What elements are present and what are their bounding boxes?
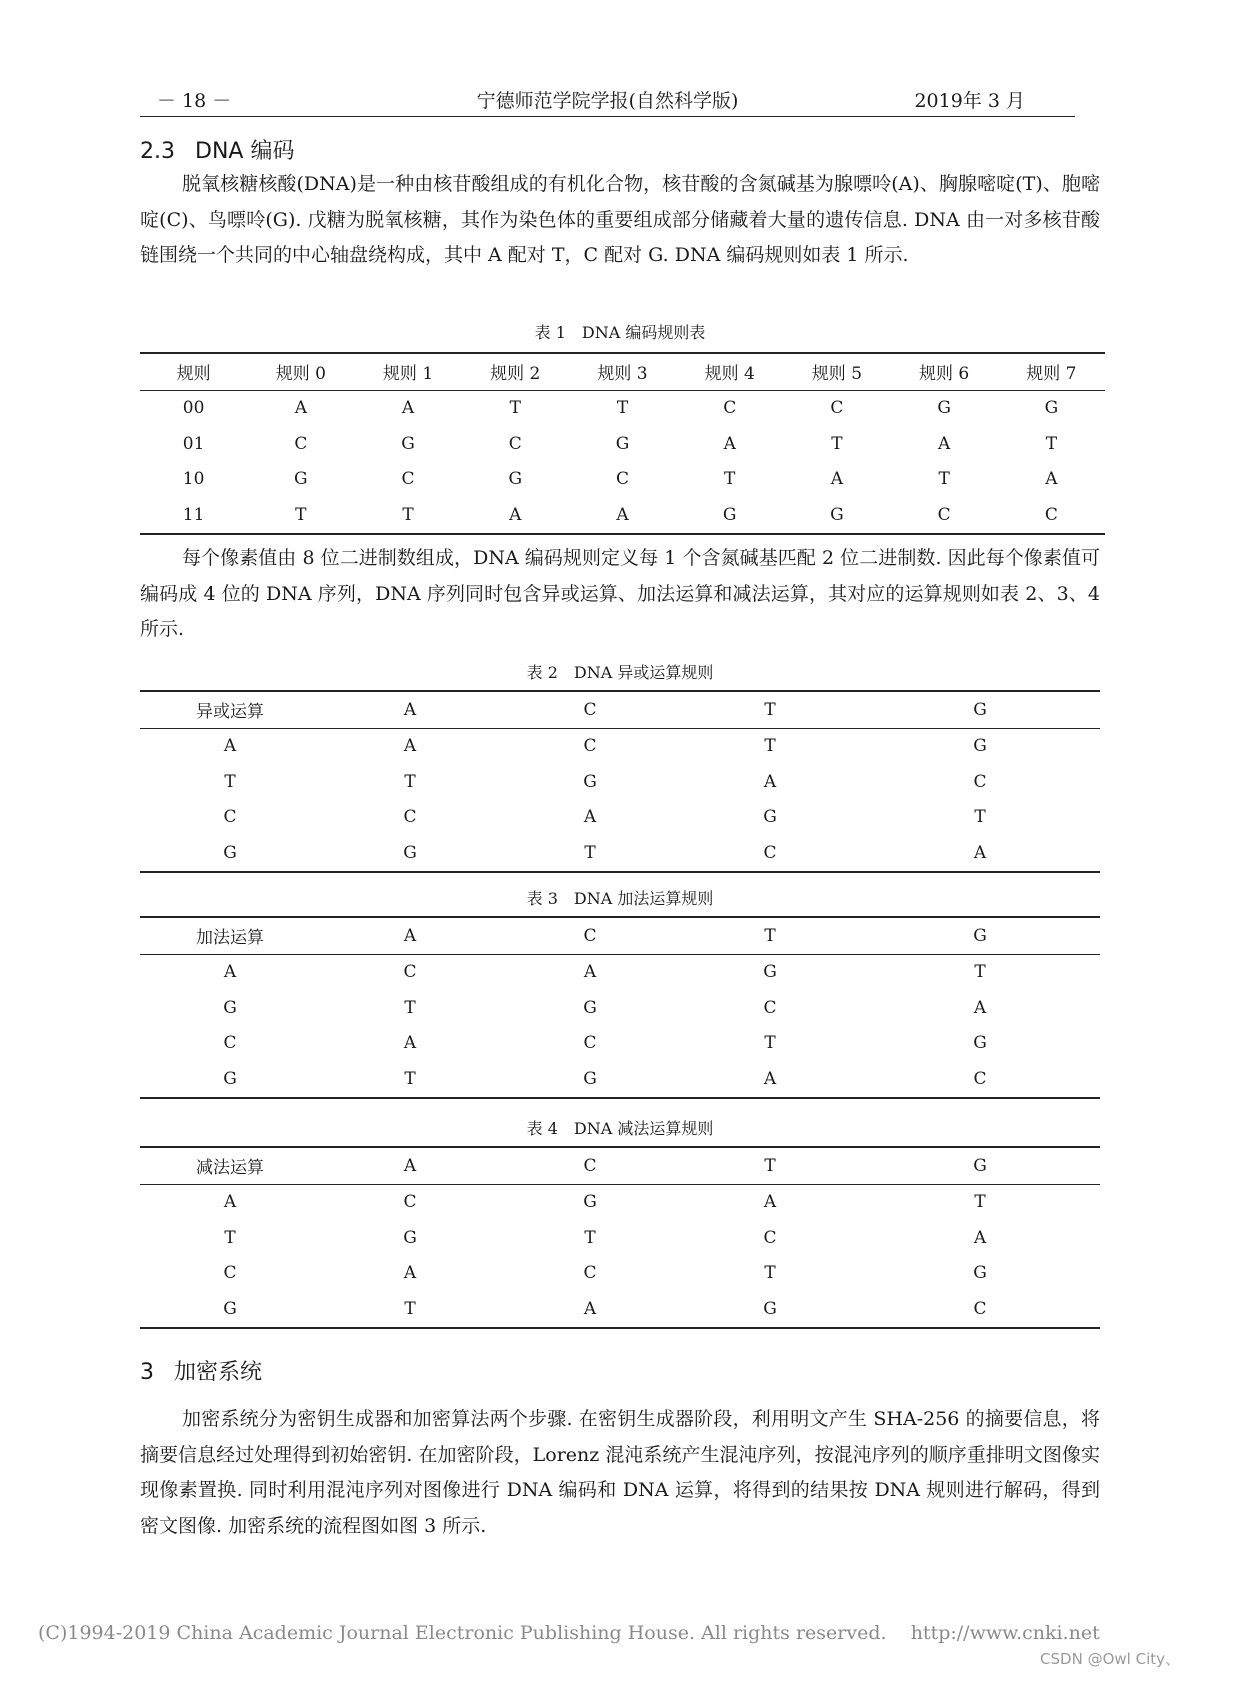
- table-cell: G: [223, 1298, 237, 1319]
- section-2-3-heading: [140, 134, 294, 165]
- table-cell: G: [722, 504, 737, 525]
- table-row: [140, 462, 1105, 498]
- header-cell: T: [764, 699, 776, 720]
- header-cell: G: [973, 699, 987, 720]
- header-cell: 规则 4: [704, 364, 755, 385]
- section-title: DNA 编码: [195, 139, 295, 164]
- table-cell: G: [763, 807, 777, 828]
- table-cell: C: [403, 807, 417, 828]
- table-cell: T: [724, 469, 736, 490]
- header-cell: C: [583, 1155, 597, 1176]
- header-cell: 规则: [176, 364, 211, 385]
- table-cell: T: [974, 962, 986, 983]
- table-header-row: [140, 353, 1105, 390]
- table-cell: T: [402, 504, 414, 525]
- table-row: [140, 1026, 1100, 1062]
- table-cell: C: [763, 1227, 777, 1248]
- table-cell: C: [583, 736, 597, 757]
- table-cell: C: [403, 962, 417, 983]
- table-row: [140, 497, 1105, 534]
- header-cell: 规则 2: [490, 364, 541, 385]
- table-header-row: [140, 691, 1100, 728]
- table-cell: G: [583, 771, 597, 792]
- table2-caption: 表 2 DNA 异或运算规则: [526, 663, 714, 682]
- table-cell: C: [223, 1033, 237, 1054]
- table-cell: G: [973, 1263, 987, 1284]
- table-cell: C: [508, 433, 522, 454]
- header-cell: 规则 0: [275, 364, 326, 385]
- header-cell: 规则 6: [919, 364, 970, 385]
- table-cell: T: [224, 1227, 236, 1248]
- table-cell: A: [830, 469, 844, 490]
- table-cell: A: [223, 1192, 237, 1213]
- table-cell: T: [974, 807, 986, 828]
- table-cell: A: [294, 398, 307, 419]
- table-cell: G: [294, 469, 308, 490]
- table-cell: C: [973, 1298, 987, 1319]
- table-cell: G: [223, 842, 237, 863]
- table-row: [140, 1291, 1100, 1328]
- table-cell: G: [973, 736, 987, 757]
- table-cell: A: [973, 1227, 987, 1248]
- table4-caption: 表 4 DNA 减法运算规则: [526, 1119, 714, 1138]
- header-cell: A: [403, 1155, 417, 1176]
- table3-caption: 表 3 DNA 加法运算规则: [526, 889, 714, 908]
- table-cell: 01: [182, 433, 205, 454]
- running-header: [140, 82, 1075, 117]
- table-cell: C: [763, 997, 777, 1018]
- table-cell: C: [615, 469, 629, 490]
- table-cell: A: [763, 771, 777, 792]
- table-cell: G: [1044, 398, 1059, 419]
- table-row: [140, 764, 1100, 800]
- header-cell: 规则 3: [597, 364, 648, 385]
- table-cell: G: [583, 1192, 597, 1213]
- table-cell: C: [294, 433, 308, 454]
- table-cell: T: [764, 1033, 776, 1054]
- header-cell: A: [403, 699, 417, 720]
- journal-title: 宁德师范学院学报(自然科学版): [476, 90, 739, 112]
- table-cell: C: [973, 771, 987, 792]
- table-header-row: [140, 917, 1100, 954]
- table-cell: G: [583, 997, 597, 1018]
- header-cell: G: [973, 1155, 987, 1176]
- section-3-paragraph: 加密系统分为密钥生成器和加密算法两个步骤. 在密钥生成器阶段，利用明文产生 SHA-256 的摘要信息，将摘要信息经过处理得到初始密钥. 在加密阶段，Lorenz 混沌系统产生混沌序列，按混沌序列的顺序重排明文图像实现像素置换. 同时利用混沌序列对图像进行 DNA 编码和 DNA 运算，将得到的结果按 DNA 规则进行解码，得到密文图像. 加密系统的流程图如图 3 所示.: [140, 1408, 1100, 1537]
- table-cell: C: [937, 504, 951, 525]
- table-cell: G: [583, 1068, 597, 1089]
- table-cell: A: [583, 807, 597, 828]
- table-header-row: [140, 1147, 1100, 1184]
- table-cell: T: [1045, 433, 1058, 454]
- table-cell: G: [937, 398, 951, 419]
- table-cell: 11: [182, 504, 205, 525]
- table4-dna-subtraction-rules: [140, 1146, 1100, 1329]
- copyright-footer: (C)1994-2019 China Academic Journal Electronic Publishing House. All rights reserved. http://www.cnki.net: [38, 1622, 1100, 1644]
- table-cell: A: [403, 1033, 417, 1054]
- table-row: [140, 1256, 1100, 1292]
- table-cell: G: [830, 504, 844, 525]
- table-row: [140, 835, 1100, 872]
- header-cell: 减法运算: [196, 1158, 264, 1179]
- header-cell: 规则 1: [382, 364, 434, 385]
- table-row: [140, 390, 1105, 426]
- table-cell: A: [403, 736, 417, 757]
- table-cell: T: [295, 504, 307, 525]
- header-cell: 异或运算: [196, 702, 264, 723]
- table-cell: 10: [182, 469, 205, 490]
- table-cell: T: [974, 1192, 986, 1213]
- header-cell: A: [403, 925, 417, 946]
- table-row: [140, 954, 1100, 990]
- table-cell: A: [763, 1192, 777, 1213]
- table-cell: C: [223, 1263, 237, 1284]
- table-cell: T: [404, 771, 416, 792]
- table-cell: C: [583, 1263, 597, 1284]
- table-cell: A: [1045, 469, 1058, 490]
- table-cell: 00: [182, 398, 205, 419]
- table-cell: T: [938, 469, 950, 490]
- table-cell: A: [509, 504, 522, 525]
- table-cell: C: [723, 398, 737, 419]
- header-cell: T: [764, 925, 776, 946]
- table-cell: G: [615, 433, 630, 454]
- table-cell: A: [973, 997, 987, 1018]
- table1-caption: 表 1 DNA 编码规则表: [534, 323, 706, 342]
- table-cell: T: [764, 736, 776, 757]
- table-cell: C: [973, 1068, 987, 1089]
- table-cell: A: [938, 433, 951, 454]
- header-cell: T: [764, 1155, 776, 1176]
- table-cell: A: [223, 736, 237, 757]
- table3-dna-addition-rules: [140, 916, 1100, 1099]
- table-cell: A: [723, 433, 736, 454]
- table-cell: G: [403, 842, 417, 863]
- section-2-3-paragraph-2: 每个像素值由 8 位二进制数组成，DNA 编码规则定义每 1 个含氮碱基匹配 2 位二进制数. 因此每个像素值可编码成 4 位的 DNA 序列，DNA 序列同时包含异或运算、加法运算和减法运算，其对应的运算规则如表 2、3、4 所示.: [140, 547, 1100, 640]
- header-cell: 加法运算: [196, 928, 264, 949]
- section-number: 3: [140, 1360, 154, 1385]
- section-2-3-paragraph-1: 脱氧核糖核酸(DNA)是一种由核苷酸组成的有机化合物，核苷酸的含氮碱基为腺嘌呤(A)、胸腺嘧啶(T)、胞嘧啶(C)、鸟嘌呤(G). 戊糖为脱氧核糖，其作为染色体的重要组成部分储藏着大量的遗传信息. DNA 由一对多核苷酸链围绕一个共同的中心轴盘绕构成，其中 A 配对 T，C 配对 G. DNA 编码规则如表 1 所示.: [140, 173, 1100, 266]
- table-cell: T: [584, 1227, 596, 1248]
- table-cell: C: [763, 842, 777, 863]
- table-cell: T: [616, 398, 629, 419]
- table-cell: C: [1044, 504, 1058, 525]
- header-cell: 规则 7: [1026, 364, 1077, 385]
- section-title: 加密系统: [174, 1360, 263, 1385]
- table-cell: G: [973, 1033, 987, 1054]
- issue-date: 2019年 3 月: [914, 90, 1025, 112]
- table-cell: A: [763, 1068, 777, 1089]
- table-cell: A: [583, 1298, 597, 1319]
- table-cell: G: [763, 1298, 777, 1319]
- table-cell: G: [223, 1068, 237, 1089]
- header-cell: C: [583, 699, 597, 720]
- table-cell: T: [584, 842, 596, 863]
- section-number: 2.3: [140, 139, 175, 164]
- table-row: [140, 1184, 1100, 1220]
- table2-dna-xor-rules: [140, 690, 1100, 873]
- table-cell: G: [763, 962, 777, 983]
- watermark-credit: CSDN @Owl City、: [1040, 1650, 1180, 1668]
- table-row: [140, 1061, 1100, 1098]
- table-cell: T: [404, 1068, 416, 1089]
- table-cell: G: [223, 997, 237, 1018]
- table-row: [140, 800, 1100, 836]
- table1-dna-encoding-rules: [140, 352, 1105, 535]
- header-cell: G: [973, 925, 987, 946]
- table-cell: A: [583, 962, 597, 983]
- table-cell: G: [403, 1227, 417, 1248]
- table-cell: T: [404, 997, 416, 1018]
- table-cell: A: [973, 842, 987, 863]
- section-3-heading: [140, 1355, 262, 1386]
- table-row: [140, 1220, 1100, 1256]
- table-cell: C: [830, 398, 844, 419]
- table-cell: C: [403, 1192, 417, 1213]
- table-cell: T: [764, 1263, 776, 1284]
- table-cell: A: [616, 504, 629, 525]
- table-row: [140, 990, 1100, 1026]
- table-cell: C: [401, 469, 415, 490]
- table-cell: C: [583, 1033, 597, 1054]
- table-cell: G: [401, 433, 415, 454]
- table-cell: T: [509, 398, 521, 419]
- table-row: [140, 426, 1105, 462]
- table-cell: A: [401, 398, 415, 419]
- table-cell: A: [403, 1263, 417, 1284]
- table-cell: T: [224, 771, 236, 792]
- header-cell: C: [583, 925, 597, 946]
- table-cell: G: [508, 469, 523, 490]
- table-cell: C: [223, 807, 237, 828]
- table-cell: A: [223, 962, 237, 983]
- table-cell: T: [404, 1298, 416, 1319]
- table-cell: T: [831, 433, 843, 454]
- table-row: [140, 728, 1100, 764]
- page-number: － 18 －: [157, 90, 232, 112]
- header-cell: 规则 5: [811, 364, 863, 385]
